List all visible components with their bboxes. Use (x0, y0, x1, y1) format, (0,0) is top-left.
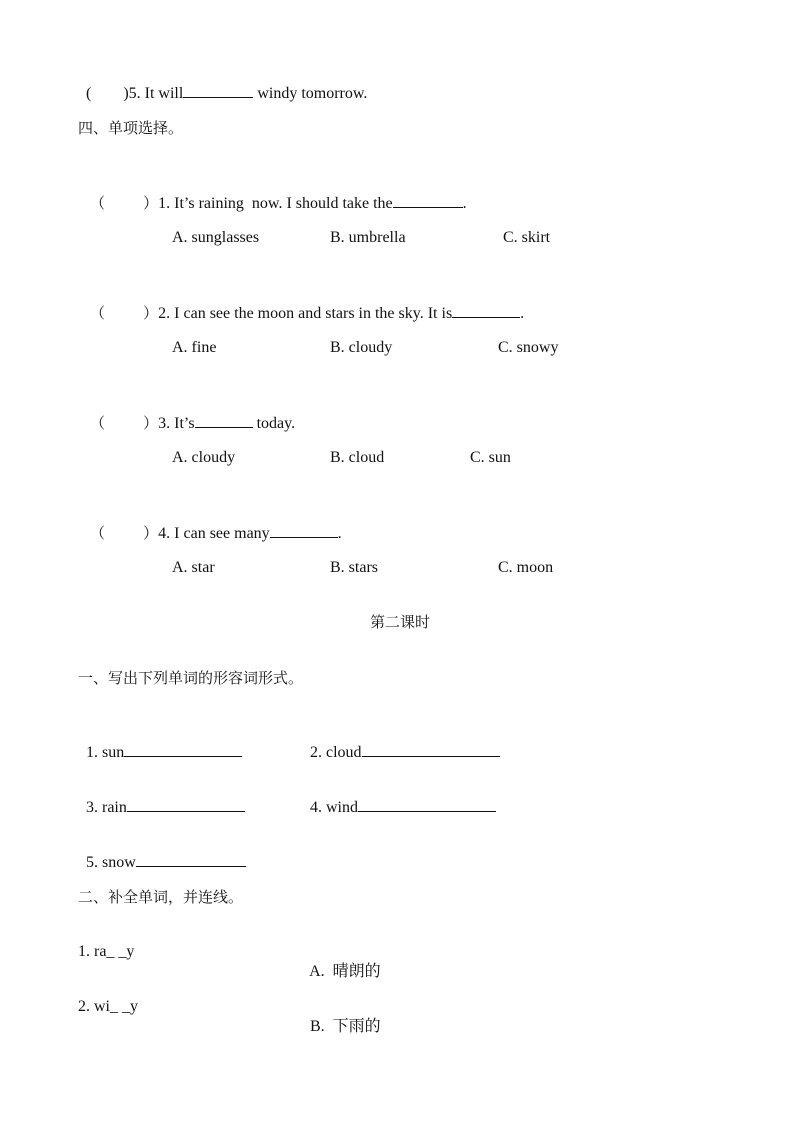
answer-blank[interactable] (124, 742, 242, 757)
mc-question-4 (82, 503, 342, 544)
mc-question-2 (82, 283, 524, 324)
answer-paren: ( ) (86, 85, 129, 102)
answer-blank[interactable] (127, 797, 245, 812)
answer-blank[interactable] (358, 797, 496, 812)
answer-blank[interactable] (362, 742, 500, 757)
option-c: C. snowy (498, 339, 559, 356)
answer-blank[interactable] (195, 413, 253, 428)
answer-paren: （ ） (90, 194, 159, 212)
question-stem-after: today. (252, 415, 296, 432)
option-a: A. fine (172, 339, 217, 356)
answer-blank[interactable] (452, 303, 520, 318)
option-a: A. sunglasses (172, 229, 260, 246)
word-fill-1[interactable]: 1. ra_ _y (78, 943, 135, 960)
mc-question-1 (82, 173, 467, 214)
item-word: 1. sun (86, 744, 125, 761)
answer-blank[interactable] (136, 852, 246, 867)
option-c: C. skirt (503, 229, 551, 246)
prev-question-5 (78, 63, 367, 104)
adjective-item-5 (78, 832, 246, 873)
adjective-item-3 (78, 777, 245, 818)
option-a: A. star (172, 559, 215, 576)
option-b: B. stars (330, 559, 378, 576)
adjective-item-4 (302, 777, 496, 818)
question-stem-after: . (337, 525, 342, 542)
adjective-item-1 (78, 722, 242, 763)
question-stem-before: 1. It’s raining now. I should take the (158, 195, 393, 212)
question-stem-after: windy tomorrow. (253, 85, 368, 102)
answer-paren: （ ） (90, 304, 159, 322)
meaning-a[interactable] (302, 942, 381, 982)
option-b: B. cloud (330, 449, 385, 466)
part-1-title: 一、写出下列单词的形容词形式。 (78, 669, 304, 687)
part-2-title: 二、补全单词，并连线。 (78, 888, 244, 906)
lesson-heading: 第二课时 (370, 613, 431, 631)
option-b: B. cloudy (330, 339, 393, 356)
answer-blank[interactable] (183, 83, 253, 98)
question-stem-before: 3. It’s (158, 415, 195, 432)
word-fill-2[interactable]: 2. wi_ _y (78, 998, 138, 1015)
item-word: 3. rain (86, 799, 127, 816)
answer-blank[interactable] (270, 523, 338, 538)
option-a: A. cloudy (172, 449, 236, 466)
question-stem-before: 5. It will (128, 85, 184, 102)
meaning-b[interactable] (302, 997, 381, 1037)
question-stem-before: 2. I can see the moon and stars in the sky. It is (158, 305, 453, 322)
item-word: 2. cloud (310, 744, 362, 761)
meaning-label: A. 晴朗的 (309, 963, 381, 980)
option-c: C. moon (498, 559, 554, 576)
adjective-item-2 (302, 722, 500, 763)
answer-paren: （ ） (90, 414, 159, 432)
item-word: 4. wind (310, 799, 358, 816)
mc-question-3 (82, 393, 295, 434)
question-stem-after: . (462, 195, 467, 212)
section-4-title: 四、单项选择。 (78, 119, 184, 137)
question-stem-after: . (520, 305, 525, 322)
option-b: B. umbrella (330, 229, 406, 246)
item-word: 5. snow (86, 854, 136, 871)
question-stem-before: 4. I can see many (158, 525, 270, 542)
meaning-label: B. 下雨的 (310, 1018, 381, 1035)
answer-paren: （ ） (90, 524, 159, 542)
option-c: C. sun (470, 449, 511, 466)
answer-blank[interactable] (393, 193, 463, 208)
